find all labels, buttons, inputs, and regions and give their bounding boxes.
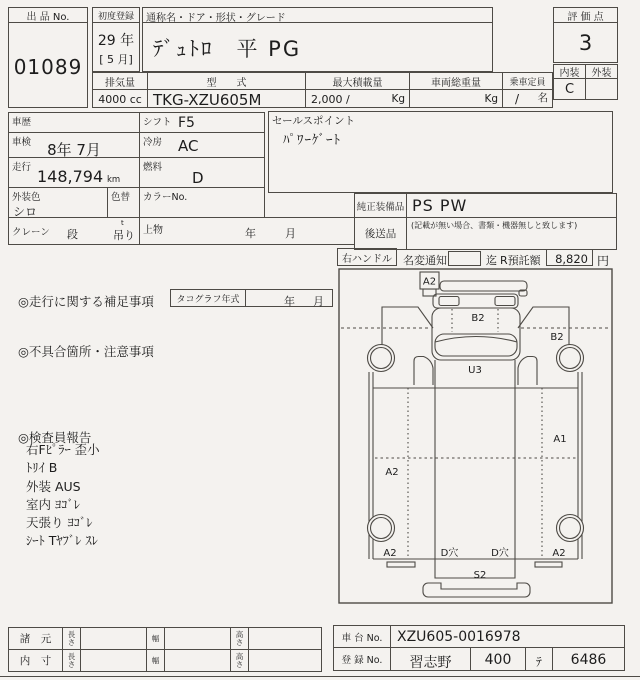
deposit-amount: 8,820 (555, 252, 588, 266)
left-fender (382, 307, 433, 345)
inspection-value: 8年 7月 (47, 141, 101, 159)
exterior-color-value: シロ (13, 205, 38, 219)
spec-width-label-cell (146, 627, 165, 650)
sun-visor-left (439, 297, 459, 306)
inner-width-label: 幅 (151, 655, 160, 665)
inspector-report-item: 外装 AUS (26, 478, 81, 494)
crane-lift-unit: t (121, 219, 124, 227)
body-top-year-label: 年 (245, 227, 256, 240)
inspector-report-item: 天張り ﾖｺﾞﾚ (26, 515, 93, 531)
inspector-heading: ◎検査員報告 (18, 430, 92, 445)
sales-point-value: ﾊﾟﾜｰｹﾞｰﾄ (283, 133, 341, 148)
displacement-label: 排気量 (105, 77, 135, 89)
bed-center-panel (435, 360, 515, 578)
inner-label: 内 寸 (19, 655, 52, 667)
cowl-line (435, 337, 517, 343)
grade-label: 評 価 点 (567, 11, 604, 23)
front-bumper (440, 281, 527, 291)
deposit-label: R預託額 (500, 254, 541, 267)
tachograph-month-label: 月 (313, 295, 324, 308)
bottom-rule (0, 676, 640, 677)
first-reg-label: 初度登録 (97, 11, 134, 22)
chassis-label-cell (333, 625, 391, 648)
registration-kana: ﾃ (535, 655, 542, 669)
mileage-label: 走行 (12, 162, 32, 173)
bed-edges (373, 388, 578, 559)
damage-label-rear-gate: S2 (473, 570, 487, 581)
interior-label: 内装 (559, 68, 580, 79)
spec-length-cell (80, 627, 147, 650)
spec-length-label-cell (62, 627, 81, 650)
shift-value: F5 (178, 115, 195, 131)
color-change-label: 色替 (111, 192, 131, 203)
spec-length-label: 長さ (67, 629, 76, 647)
registration-class: 400 (484, 652, 512, 668)
windshield (435, 334, 517, 356)
registration-label-cell (333, 647, 391, 671)
chassis-value: XZU605-0016978 (397, 629, 521, 645)
defects-heading: ◎不具合箇所・注意事項 (18, 344, 154, 359)
gross-weight-label: 車両総重量 (431, 77, 481, 89)
model-code-label: 型 式 (206, 77, 247, 89)
name-change-label: 名変通知 (403, 254, 447, 267)
color-no-label: カラーNo. (143, 192, 188, 203)
genuine-equipment-label: 純正装備品 (356, 201, 405, 213)
interior-grade: C (564, 82, 575, 97)
lot-no-label: 出 品 No. (26, 11, 70, 23)
registration-label: 登 録 No. (341, 655, 383, 666)
inner-height-label: 高さ (235, 651, 244, 669)
inner-width-label-cell (146, 649, 165, 672)
lot-no-value: 01089 (13, 55, 83, 79)
mileage-value: 148,794 (37, 167, 104, 186)
spec-height-cell (248, 627, 322, 650)
first-reg-year: 29 年 (97, 33, 135, 49)
tachograph-label: タコグラフ年式 (176, 294, 240, 305)
body-top-month-label: 月 (285, 227, 296, 240)
inner-length-label: 長さ (67, 651, 76, 669)
chassis-value-cell (390, 625, 625, 648)
registration-office: 習志野 (409, 655, 452, 671)
rear-step-left (387, 562, 415, 567)
model-name-label: 通称名・ドア・形状・グレード (146, 13, 286, 24)
damage-label-rear-left: A2 (383, 548, 397, 559)
spec-height-label-cell (230, 627, 249, 650)
dotted-guides (408, 309, 542, 558)
handle-value: 右ハンドル (342, 253, 392, 265)
fuel-label: 燃料 (143, 162, 163, 173)
sun-visor-right (495, 297, 515, 306)
crane-label: クレーン (12, 227, 50, 238)
inspector-report-item: 右Fﾋﾟﾗｰ 歪小 (26, 442, 100, 457)
seating-value: / (515, 92, 520, 106)
inner-height-cell (248, 649, 322, 672)
exterior-color-label: 外装色 (12, 192, 41, 203)
mileage-unit: km (107, 175, 121, 185)
spec-label: 諸 元 (19, 633, 52, 645)
shift-label: シフト (143, 117, 172, 128)
crane-stage-label: 段 (67, 228, 78, 241)
max-load-value: 2,000 / (311, 93, 350, 106)
damage-label-rear-right: A2 (552, 548, 566, 559)
aircon-label: 冷房 (143, 137, 163, 148)
seating-unit: 名 (537, 92, 548, 104)
damage-label-windshield: U3 (468, 365, 482, 376)
registration-number-cell (552, 647, 625, 671)
mileage-note-heading: ◎走行に関する補足事項 (18, 294, 154, 309)
inspector-report-item: 室内 ﾖｺﾞﾚ (26, 496, 80, 512)
damage-label-hole-left: D穴 (440, 548, 459, 559)
inner-length-label-cell (62, 649, 81, 672)
inner-width-cell (164, 649, 231, 672)
registration-class-cell (470, 647, 526, 671)
wheels-inner (371, 348, 581, 539)
rear-step-right (535, 562, 562, 567)
history-label: 車歴 (12, 117, 32, 128)
inspector-report-item: ｼｰﾄ Tﾔﾌﾞﾚ ｽﾚ (26, 533, 98, 549)
damage-label-hole-right: D穴 (491, 548, 509, 559)
max-load-label: 最大積載量 (332, 77, 383, 89)
damage-label-cab-roof: B2 (471, 313, 485, 324)
spec-label-cell (8, 627, 63, 650)
fuel-value: D (192, 169, 204, 187)
crane-lift-label: 吊り (113, 229, 135, 242)
max-load-unit: Kg (391, 93, 405, 105)
chassis-label: 車 台 No. (341, 632, 383, 644)
spec-width-cell (164, 627, 231, 650)
spec-height-label: 高さ (235, 629, 244, 647)
later-items-label: 後送品 (364, 228, 397, 240)
damage-label-cab-right: B2 (550, 332, 564, 343)
seating-label: 乗車定員 (509, 77, 546, 88)
inner-length-cell (80, 649, 147, 672)
aircon-value: AC (178, 137, 199, 155)
inspector-report-item: ﾄﾘｲ B (26, 460, 58, 476)
model-name-value: ﾃﾞｭﾄﾛ 平 PG (153, 37, 302, 61)
side-rails (369, 372, 582, 559)
sales-point-label: セールスポイント (272, 115, 356, 127)
yen-label: 円 (597, 254, 610, 268)
displacement-value: 4000 cc (98, 93, 142, 106)
genuine-equipment-value: PS PW (412, 196, 468, 215)
model-code-value: TKG-XZU605M (153, 91, 262, 109)
rear-bumper (423, 583, 530, 597)
later-items-note: (記載が無い場合、書類・機器無しと致します) (411, 221, 578, 230)
spec-width-label: 幅 (151, 633, 160, 643)
right-door (518, 357, 537, 386)
inspection-label: 車検 (12, 137, 32, 148)
left-door (414, 357, 433, 386)
registration-number: 6486 (570, 652, 607, 668)
inner-label-cell (8, 649, 63, 672)
damage-label-bed-left: A2 (385, 467, 399, 478)
damage-label-bed-right: A1 (553, 434, 567, 445)
registration-office-cell (390, 647, 471, 671)
until-label: 迄 (486, 254, 497, 267)
gross-weight-unit: Kg (484, 93, 498, 105)
first-reg-month: [ 5 月] (99, 53, 133, 66)
registration-kana-cell (525, 647, 553, 671)
grade-score: 3 (578, 31, 593, 55)
tachograph-year-label: 年 (284, 295, 295, 308)
exterior-label: 外装 (591, 68, 612, 79)
inner-height-label-cell (230, 649, 249, 672)
body-top-label: 上物 (143, 225, 163, 236)
damage-label-front-top: A2 (422, 276, 437, 288)
